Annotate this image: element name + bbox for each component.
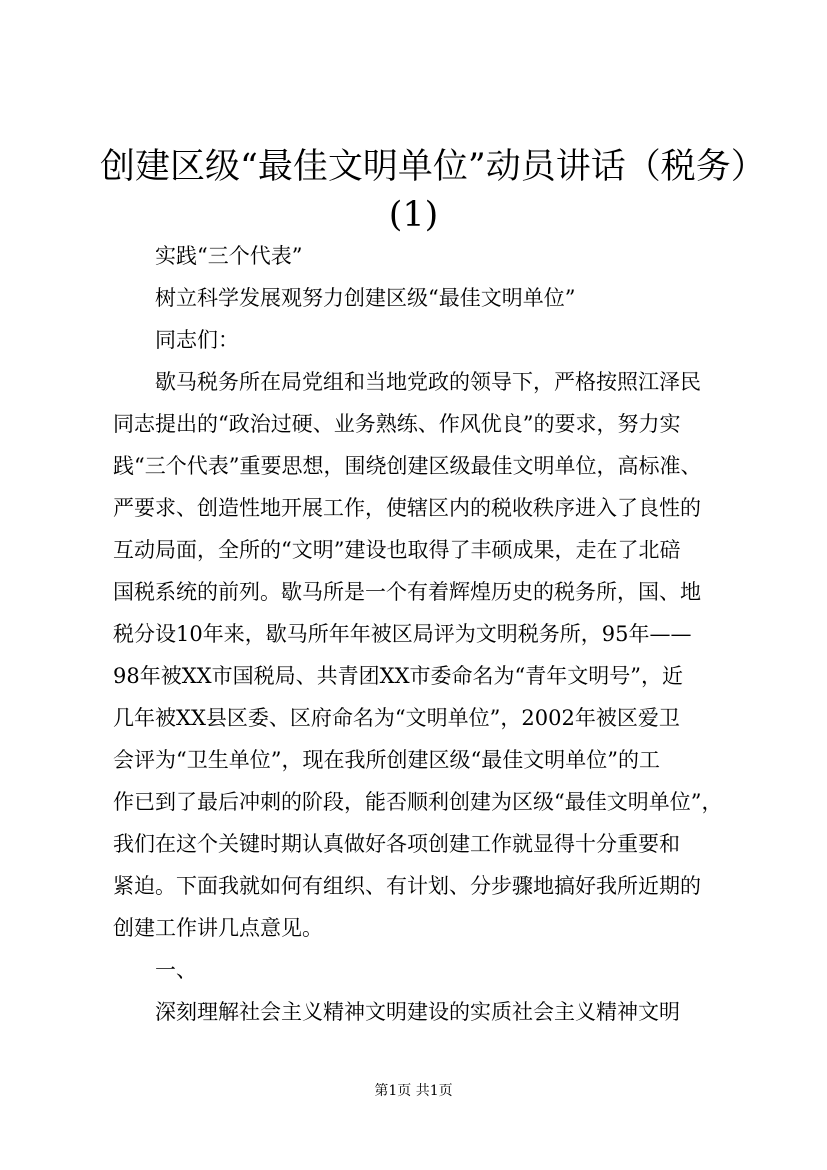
document-title-line-1: 创建区级“最佳文明单位”动员讲话（税务）	[100, 147, 766, 187]
body-line: 歇马税务所在局党组和当地党政的领导下，严格按照江泽民	[155, 370, 701, 394]
body-line: 我们在这个关键时期认真做好各项创建工作就显得十分重要和	[113, 832, 680, 856]
document-title-line-2: (1)	[388, 195, 439, 235]
body-line: 践“三个代表”重要思想，围绕创建区级最佳文明单位，高标准、	[113, 454, 702, 478]
body-line: 创建工作讲几点意见。	[113, 916, 323, 940]
body-line: 作已到了最后冲刺的阶段，能否顺利创建为区级“最佳文明单位”，	[113, 790, 723, 814]
body-line: 紧迫。下面我就如何有组织、有计划、分步骤地搞好我所近期的	[113, 874, 701, 898]
body-line: 98年被XX市国税局、共青团XX市委命名为“青年文明号”，近	[113, 664, 683, 688]
body-line: 国税系统的前列。歇马所是一个有着辉煌历史的税务所，国、地	[113, 580, 701, 604]
section-heading: 一、	[155, 958, 197, 982]
body-line: 深刻理解社会主义精神文明建设的实质社会主义精神文明	[155, 1000, 680, 1024]
subtitle-line-1: 实践“三个代表”	[155, 244, 303, 268]
body-line: 几年被XX县区委、区府命名为“文明单位”，2002年被区爱卫	[113, 706, 680, 730]
salutation: 同志们：	[155, 328, 239, 352]
subtitle-line-2: 树立科学发展观努力创建区级“最佳文明单位”	[155, 286, 576, 310]
body-line: 税分设10年来，歇马所年年被区局评为文明税务所，95年——	[113, 622, 692, 646]
body-line: 会评为“卫生单位”，现在我所创建区级“最佳文明单位”的工	[113, 748, 660, 772]
body-line: 同志提出的“政治过硬、业务熟练、作风优良”的要求，努力实	[113, 412, 681, 436]
body-line: 严要求、创造性地开展工作，使辖区内的税收秩序进入了良性的	[113, 496, 701, 520]
page-footer: 第1页 共1页	[374, 1083, 453, 1099]
body-line: 互动局面，全所的“文明”建设也取得了丰硕成果，走在了北碚	[113, 538, 681, 562]
